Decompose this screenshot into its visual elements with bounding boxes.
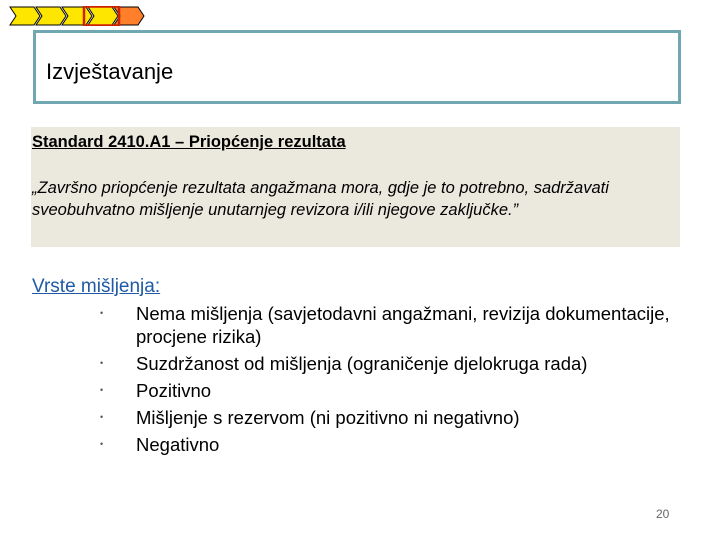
list-item-text: Nema mišljenja (savjetodavni angažmani, revizija dokumentacije, procjene rizika)	[136, 303, 670, 347]
list-item-text: Pozitivno	[136, 380, 212, 401]
list-item	[100, 433, 690, 456]
bullet-icon: •	[100, 412, 104, 422]
bullet-icon: •	[100, 385, 104, 395]
list-item	[100, 406, 690, 429]
opinion-types-list	[100, 302, 690, 460]
page-number: 20	[656, 507, 670, 521]
section-progress-indicator	[8, 6, 173, 26]
standard-quote-box	[31, 127, 680, 247]
list-item	[100, 352, 690, 375]
opinion-types-heading: Vrste mišljenja:	[32, 276, 161, 297]
standard-heading: Standard 2410.A1 – Priopćenje rezultata	[32, 133, 346, 151]
list-item	[100, 302, 690, 348]
bullet-icon: •	[100, 358, 104, 368]
list-item-text: Negativno	[136, 434, 220, 455]
progress-step-1	[10, 7, 40, 25]
title-box	[33, 30, 681, 104]
bullet-icon: •	[100, 439, 104, 449]
slide-title: Izvještavanje	[46, 59, 174, 84]
list-item	[100, 379, 690, 402]
list-item-text: Suzdržanost od mišljenja (ograničenje djelokruga rada)	[136, 353, 588, 374]
list-item-text: Mišljenje s rezervom (ni pozitivno ni negativno)	[136, 407, 520, 428]
bullet-icon: •	[100, 308, 104, 318]
standard-quote: „Završno priopćenje rezultata angažmana mora, gdje je to potrebno, sadržavati sveobuhvatno mišljenje unutarnjeg revizora i/ili njegove zaključke.”	[32, 179, 609, 219]
